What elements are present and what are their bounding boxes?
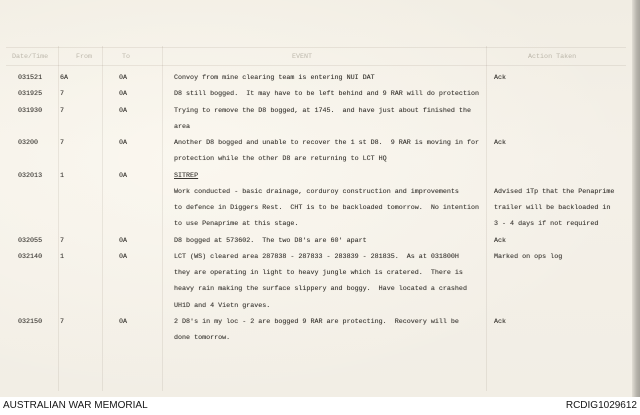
entry-to: 0A [119,236,128,245]
entry-time: 032013 [18,171,43,180]
log-entry [0,70,632,86]
header-event: EVENT [292,53,313,61]
event-line: Trying to remove the D8 bogged, at 1745. and have just about finished the [174,106,471,115]
entry-time: 031925 [18,90,43,99]
event-line: area [174,122,191,131]
event-line: D8 bogged at 573602. The two D8's are 60' apart [174,236,367,245]
entry-event [174,233,494,249]
entry-from: 7 [60,90,65,99]
entry-event [174,103,494,136]
entry-from: 7 [60,317,65,326]
header-action: Action Taken [528,53,577,61]
event-line: Another D8 bogged and unable to recover the 1 st D8. 9 RAR is moving in for [174,139,479,147]
scan-edge [632,0,640,397]
log-entry [0,168,632,233]
action-line: Marked on ops log [494,252,563,261]
entry-action [494,168,630,233]
log-entry [0,103,632,136]
entry-action [494,103,630,136]
event-line: heavy rain making the surface slippery and boggy. Have located a crashed [174,285,467,294]
entry-action [494,135,630,168]
entry-to: 0A [119,74,128,82]
event-line: done tomorrow. [174,334,231,342]
sitrep-heading: SITREP [174,171,199,180]
entry-from: 6A [60,74,69,82]
event-line: Convoy from mine clearing team is entering NUI DAT [174,74,375,82]
entry-time: 032140 [18,252,43,261]
entry-action [494,314,630,347]
action-line: Ack [494,236,507,245]
entry-from: 7 [60,139,65,147]
log-entry [0,233,632,249]
event-line: D8 still bogged. It may have to be left behind and 9 RAR will do protection [174,90,479,99]
event-line: protection while the other D8 are returning to LCT HQ [174,155,387,164]
footer-record-id: RCDIG1029612 [565,400,637,411]
action-spacer [494,168,630,184]
event-line: they are operating in light to heavy jungle which is cratered. There is [174,269,463,277]
entry-event [174,168,494,233]
entry-to: 0A [119,317,128,326]
event-line: LCT (WS) cleared area 287838 - 287833 - 283839 - 281835. As at 031800H [174,252,459,261]
entry-time: 031521 [18,74,43,82]
entry-action [494,249,630,314]
entry-to: 0A [119,90,128,99]
entry-event [174,249,494,314]
entry-to: 0A [119,252,128,261]
event-line: to defence in Diggers Rest. CHT is to be backloaded tomorrow. No intention [174,204,479,212]
header-date: Date/Time [12,53,49,61]
header-rule-top [6,47,626,48]
entry-from: 1 [60,252,65,261]
entry-event [174,135,494,168]
log-entry [0,249,632,314]
action-line: 3 - 4 days if not required [494,220,599,229]
entry-from: 1 [60,171,65,180]
action-line: Ack [494,317,507,326]
log-entry [0,314,632,347]
entry-time: 032055 [18,236,43,245]
entry-event [174,70,494,86]
event-line: to use Penaprime at this stage. [174,220,299,229]
log-entries [0,70,632,346]
action-line: trailer will be backloaded in [494,204,611,212]
entry-time: 03200 [18,139,39,147]
entry-event [174,314,494,347]
entry-action [494,233,630,249]
entry-from: 7 [60,236,65,245]
entry-action [494,70,630,86]
event-line: UH1D and 4 Vietn graves. [174,301,271,310]
entry-from: 7 [60,106,65,115]
action-line: Ack [494,139,507,147]
entry-to: 0A [119,106,128,115]
entry-action [494,86,630,102]
action-line: Advised 1Tp that the Penaprime [494,187,615,196]
entry-to: 0A [119,171,128,180]
header-rule-bottom [6,65,626,66]
footer-institution: AUSTRALIAN WAR MEMORIAL [3,400,148,411]
header-from: From [76,53,93,61]
entry-time: 031930 [18,106,43,115]
log-entry [0,86,632,102]
header-to: To [122,53,131,61]
log-entry [0,135,632,168]
entry-to: 0A [119,139,128,147]
event-line: Work conducted - basic drainage, corduroy construction and improvements [174,187,459,196]
event-line: 2 D8's in my loc - 2 are bogged 9 RAR are protecting. Recovery will be [174,317,459,326]
action-line: Ack [494,74,507,82]
footer-bar [0,397,640,415]
entry-time: 032150 [18,317,43,326]
entry-event [174,86,494,102]
